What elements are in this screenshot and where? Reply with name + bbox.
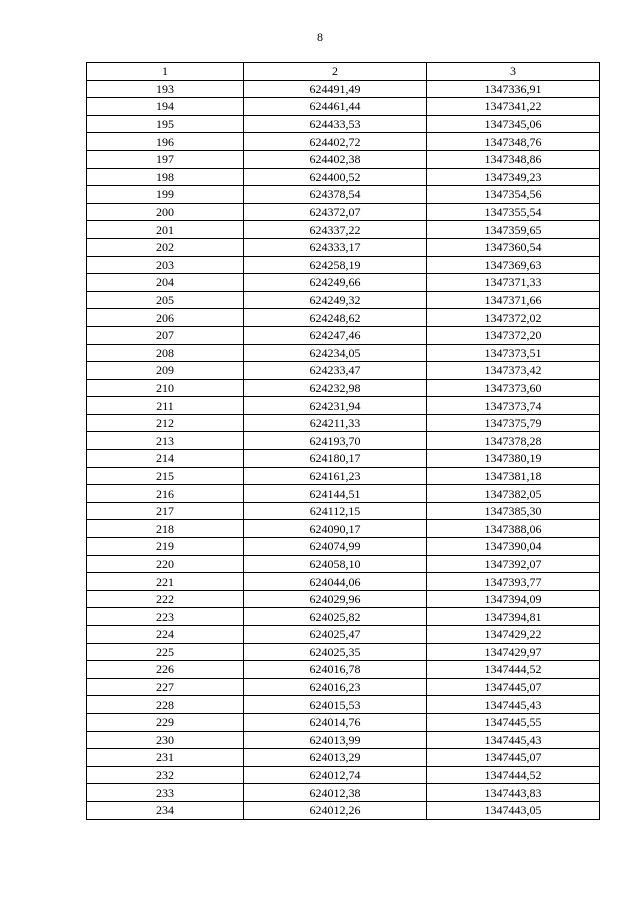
y-coordinate-cell: 1347375,79 <box>427 414 600 432</box>
x-coordinate-cell: 624015,53 <box>244 696 427 714</box>
y-coordinate-cell: 1347393,77 <box>427 573 600 591</box>
point-number-cell: 219 <box>87 538 244 556</box>
point-number-cell: 215 <box>87 467 244 485</box>
point-number-cell: 210 <box>87 379 244 397</box>
table-row <box>87 309 600 327</box>
table-row <box>87 731 600 749</box>
y-coordinate-cell: 1347336,91 <box>427 80 600 98</box>
table-row <box>87 344 600 362</box>
x-coordinate-cell: 624400,52 <box>244 168 427 186</box>
point-number-cell: 204 <box>87 274 244 292</box>
y-coordinate-cell: 1347373,42 <box>427 362 600 380</box>
table-row <box>87 186 600 204</box>
y-coordinate-cell: 1347385,30 <box>427 502 600 520</box>
point-number-cell: 233 <box>87 784 244 802</box>
point-number-cell: 227 <box>87 678 244 696</box>
point-number-cell: 207 <box>87 326 244 344</box>
table-row <box>87 538 600 556</box>
point-number-cell: 203 <box>87 256 244 274</box>
x-coordinate-cell: 624231,94 <box>244 397 427 415</box>
x-coordinate-cell: 624016,23 <box>244 678 427 696</box>
table-row <box>87 555 600 573</box>
point-number-cell: 230 <box>87 731 244 749</box>
point-number-cell: 225 <box>87 643 244 661</box>
table-row <box>87 256 600 274</box>
table-row <box>87 379 600 397</box>
table-row <box>87 801 600 819</box>
point-number-cell: 211 <box>87 397 244 415</box>
point-number-cell: 213 <box>87 432 244 450</box>
x-coordinate-cell: 624402,38 <box>244 150 427 168</box>
point-number-cell: 194 <box>87 98 244 116</box>
y-coordinate-cell: 1347392,07 <box>427 555 600 573</box>
table-row <box>87 626 600 644</box>
x-coordinate-cell: 624372,07 <box>244 203 427 221</box>
y-coordinate-cell: 1347372,02 <box>427 309 600 327</box>
x-coordinate-cell: 624074,99 <box>244 538 427 556</box>
y-coordinate-cell: 1347360,54 <box>427 238 600 256</box>
y-coordinate-cell: 1347359,65 <box>427 221 600 239</box>
x-coordinate-cell: 624161,23 <box>244 467 427 485</box>
table-row <box>87 414 600 432</box>
y-coordinate-cell: 1347378,28 <box>427 432 600 450</box>
table-row <box>87 678 600 696</box>
x-coordinate-cell: 624247,46 <box>244 326 427 344</box>
x-coordinate-cell: 624248,62 <box>244 309 427 327</box>
y-coordinate-cell: 1347445,43 <box>427 731 600 749</box>
table-row <box>87 203 600 221</box>
x-coordinate-cell: 624058,10 <box>244 555 427 573</box>
table-header-row <box>87 63 600 81</box>
x-coordinate-cell: 624193,70 <box>244 432 427 450</box>
y-coordinate-cell: 1347373,74 <box>427 397 600 415</box>
y-coordinate-cell: 1347372,20 <box>427 326 600 344</box>
point-number-cell: 224 <box>87 626 244 644</box>
x-coordinate-cell: 624012,38 <box>244 784 427 802</box>
x-coordinate-cell: 624012,74 <box>244 766 427 784</box>
point-number-cell: 198 <box>87 168 244 186</box>
table-row <box>87 766 600 784</box>
y-coordinate-cell: 1347429,97 <box>427 643 600 661</box>
table-row <box>87 238 600 256</box>
y-coordinate-cell: 1347444,52 <box>427 661 600 679</box>
y-coordinate-cell: 1347380,19 <box>427 450 600 468</box>
x-coordinate-cell: 624211,33 <box>244 414 427 432</box>
column-header-2: 2 <box>244 63 427 81</box>
x-coordinate-cell: 624013,29 <box>244 749 427 767</box>
point-number-cell: 199 <box>87 186 244 204</box>
x-coordinate-cell: 624433,53 <box>244 115 427 133</box>
table-row <box>87 784 600 802</box>
point-number-cell: 200 <box>87 203 244 221</box>
y-coordinate-cell: 1347373,60 <box>427 379 600 397</box>
point-number-cell: 232 <box>87 766 244 784</box>
x-coordinate-cell: 624014,76 <box>244 713 427 731</box>
table-row <box>87 291 600 309</box>
table-row <box>87 608 600 626</box>
point-number-cell: 205 <box>87 291 244 309</box>
y-coordinate-cell: 1347382,05 <box>427 485 600 503</box>
table-row <box>87 643 600 661</box>
table-row <box>87 168 600 186</box>
table-row <box>87 713 600 731</box>
x-coordinate-cell: 624232,98 <box>244 379 427 397</box>
point-number-cell: 229 <box>87 713 244 731</box>
x-coordinate-cell: 624044,06 <box>244 573 427 591</box>
x-coordinate-cell: 624249,66 <box>244 274 427 292</box>
table-row <box>87 502 600 520</box>
x-coordinate-cell: 624234,05 <box>244 344 427 362</box>
y-coordinate-cell: 1347354,56 <box>427 186 600 204</box>
y-coordinate-cell: 1347348,76 <box>427 133 600 151</box>
point-number-cell: 202 <box>87 238 244 256</box>
point-number-cell: 193 <box>87 80 244 98</box>
x-coordinate-cell: 624090,17 <box>244 520 427 538</box>
y-coordinate-cell: 1347394,81 <box>427 608 600 626</box>
y-coordinate-cell: 1347373,51 <box>427 344 600 362</box>
y-coordinate-cell: 1347388,06 <box>427 520 600 538</box>
x-coordinate-cell: 624144,51 <box>244 485 427 503</box>
point-number-cell: 220 <box>87 555 244 573</box>
coordinates-table <box>86 62 600 820</box>
table-row <box>87 432 600 450</box>
x-coordinate-cell: 624402,72 <box>244 133 427 151</box>
y-coordinate-cell: 1347445,07 <box>427 678 600 696</box>
x-coordinate-cell: 624025,82 <box>244 608 427 626</box>
point-number-cell: 222 <box>87 590 244 608</box>
table-row <box>87 661 600 679</box>
table-row <box>87 326 600 344</box>
column-header-3: 3 <box>427 63 600 81</box>
y-coordinate-cell: 1347349,23 <box>427 168 600 186</box>
x-coordinate-cell: 624491,49 <box>244 80 427 98</box>
y-coordinate-cell: 1347355,54 <box>427 203 600 221</box>
x-coordinate-cell: 624378,54 <box>244 186 427 204</box>
column-header-1: 1 <box>87 63 244 81</box>
table-row <box>87 590 600 608</box>
y-coordinate-cell: 1347443,05 <box>427 801 600 819</box>
x-coordinate-cell: 624258,19 <box>244 256 427 274</box>
x-coordinate-cell: 624337,22 <box>244 221 427 239</box>
y-coordinate-cell: 1347348,86 <box>427 150 600 168</box>
page-number: 8 <box>317 30 323 44</box>
y-coordinate-cell: 1347444,52 <box>427 766 600 784</box>
y-coordinate-cell: 1347381,18 <box>427 467 600 485</box>
y-coordinate-cell: 1347394,09 <box>427 590 600 608</box>
table-row <box>87 467 600 485</box>
x-coordinate-cell: 624012,26 <box>244 801 427 819</box>
point-number-cell: 214 <box>87 450 244 468</box>
x-coordinate-cell: 624180,17 <box>244 450 427 468</box>
point-number-cell: 226 <box>87 661 244 679</box>
point-number-cell: 208 <box>87 344 244 362</box>
x-coordinate-cell: 624461,44 <box>244 98 427 116</box>
point-number-cell: 195 <box>87 115 244 133</box>
point-number-cell: 212 <box>87 414 244 432</box>
x-coordinate-cell: 624025,35 <box>244 643 427 661</box>
y-coordinate-cell: 1347341,22 <box>427 98 600 116</box>
x-coordinate-cell: 624233,47 <box>244 362 427 380</box>
point-number-cell: 218 <box>87 520 244 538</box>
x-coordinate-cell: 624112,15 <box>244 502 427 520</box>
table-row <box>87 450 600 468</box>
y-coordinate-cell: 1347445,55 <box>427 713 600 731</box>
y-coordinate-cell: 1347445,43 <box>427 696 600 714</box>
point-number-cell: 228 <box>87 696 244 714</box>
table-row <box>87 115 600 133</box>
y-coordinate-cell: 1347345,06 <box>427 115 600 133</box>
y-coordinate-cell: 1347371,33 <box>427 274 600 292</box>
x-coordinate-cell: 624013,99 <box>244 731 427 749</box>
point-number-cell: 209 <box>87 362 244 380</box>
point-number-cell: 217 <box>87 502 244 520</box>
x-coordinate-cell: 624016,78 <box>244 661 427 679</box>
point-number-cell: 223 <box>87 608 244 626</box>
y-coordinate-cell: 1347443,83 <box>427 784 600 802</box>
y-coordinate-cell: 1347445,07 <box>427 749 600 767</box>
table-row <box>87 133 600 151</box>
y-coordinate-cell: 1347429,22 <box>427 626 600 644</box>
table-row <box>87 274 600 292</box>
point-number-cell: 221 <box>87 573 244 591</box>
table-row <box>87 696 600 714</box>
table-row <box>87 397 600 415</box>
x-coordinate-cell: 624029,96 <box>244 590 427 608</box>
table-row <box>87 520 600 538</box>
point-number-cell: 197 <box>87 150 244 168</box>
x-coordinate-cell: 624333,17 <box>244 238 427 256</box>
table-row <box>87 98 600 116</box>
point-number-cell: 201 <box>87 221 244 239</box>
table-row <box>87 221 600 239</box>
point-number-cell: 206 <box>87 309 244 327</box>
x-coordinate-cell: 624249,32 <box>244 291 427 309</box>
table-row <box>87 80 600 98</box>
y-coordinate-cell: 1347369,63 <box>427 256 600 274</box>
point-number-cell: 234 <box>87 801 244 819</box>
table-row <box>87 150 600 168</box>
point-number-cell: 231 <box>87 749 244 767</box>
table-row <box>87 573 600 591</box>
point-number-cell: 196 <box>87 133 244 151</box>
x-coordinate-cell: 624025,47 <box>244 626 427 644</box>
y-coordinate-cell: 1347390,04 <box>427 538 600 556</box>
point-number-cell: 216 <box>87 485 244 503</box>
y-coordinate-cell: 1347371,66 <box>427 291 600 309</box>
table-row <box>87 362 600 380</box>
table-row <box>87 749 600 767</box>
table-row <box>87 485 600 503</box>
